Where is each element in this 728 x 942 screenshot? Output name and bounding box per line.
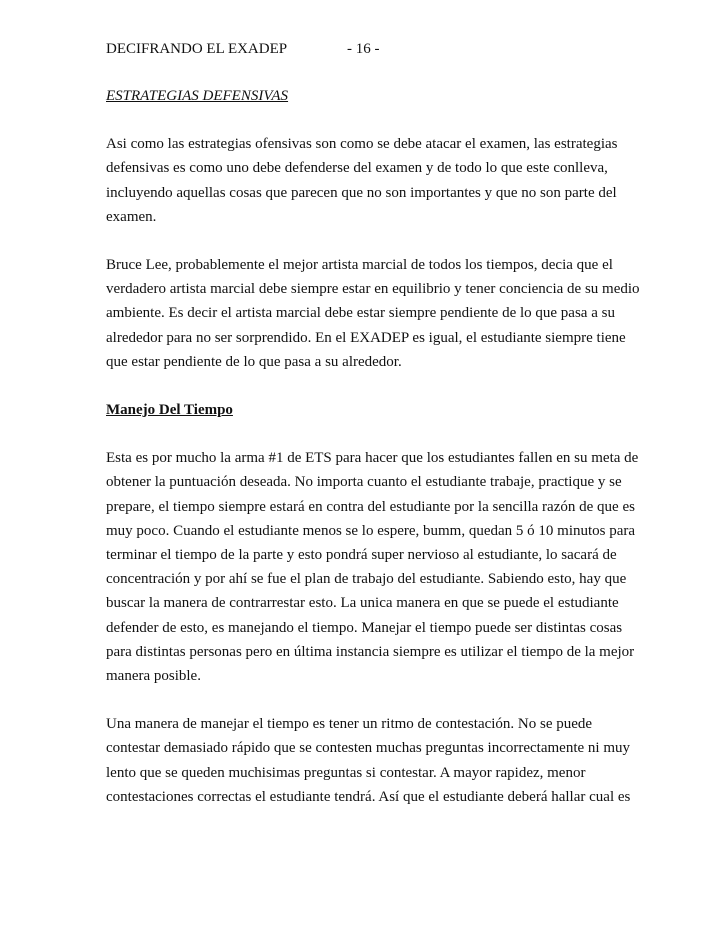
subheading: Manejo Del Tiempo <box>106 402 233 419</box>
paragraph <box>106 253 640 374</box>
paragraph <box>106 132 626 229</box>
paragraph-line: incluyendo aquellas cosas que parecen que no son importantes y que no son parte del <box>106 184 617 201</box>
paragraph-line: defender de esto, es manejando el tiempo. Manejar el tiempo puede ser distintas cosas <box>106 619 623 636</box>
paragraph-line: que estar pendiente de lo que pasa a su alrededor. <box>106 353 402 370</box>
paragraph-line: concentración y por ahí se fue el plan de trabajo del estudiante. Sabiendo esto, hay que <box>106 571 627 588</box>
paragraph-line: terminar el tiempo de la parte y esto pondrá super nervioso al estudiante, lo sacará de <box>106 547 617 564</box>
paragraph-line: Asi como las estrategias ofensivas son como se debe atacar el examen, las estrategias <box>106 136 618 153</box>
paragraph <box>106 446 639 688</box>
paragraph-line: Bruce Lee, probablemente el mejor artista marcial de todos los tiempos, decia que el <box>106 257 613 274</box>
paragraph-line: buscar la manera de contrarrestar esto. La unica manera en que se puede el estudiante <box>106 595 619 612</box>
paragraph-line: defensivas es como uno debe defenderse del examen y de todo lo que este conlleva, <box>106 160 608 177</box>
paragraph-line: alrededor para no ser sorprendido. En el EXADEP es igual, el estudiante siempre tiene <box>106 329 626 346</box>
paragraph-line: muy poco. Cuando el estudiante menos se lo espere, bumm, quedan 5 ó 10 minutos para <box>106 522 636 539</box>
running-header-title: DECIFRANDO EL EXADEP <box>106 41 288 57</box>
paragraph-line: lento que se queden muchisimas preguntas si contestar. A mayor rapidez, menor <box>106 764 586 781</box>
page-number: - 16 - <box>347 41 380 57</box>
paragraph-line: obtener la puntuación deseada. No importa cuanto el estudiante trabaje, practique y se <box>106 474 622 491</box>
paragraph-line: Una manera de manejar el tiempo es tener un ritmo de contestación. No se puede <box>106 716 593 733</box>
section-title: ESTRATEGIAS DEFENSIVAS <box>106 88 289 104</box>
paragraph-line: ambiente. Es decir el artista marcial debe estar siempre pendiente de lo que pasa a su <box>106 305 615 322</box>
paragraph-line: prepare, el tiempo siempre estará en contra del estudiante por la sencilla razón de que es <box>106 498 635 515</box>
paragraph-line: para distintas personas pero en última instancia siempre es utilizar el tiempo de la mejor <box>106 643 635 660</box>
paragraph-line: examen. <box>106 208 157 225</box>
paragraph-line: manera posible. <box>106 668 201 685</box>
paragraph-line: contestaciones correctas el estudiante tendrá. Así que el estudiante deberá hallar cual es <box>106 788 631 805</box>
paragraph-line: verdadero artista marcial debe siempre estar en equilibrio y tener conciencia de su medio <box>106 281 640 298</box>
paragraph-line: contestar demasiado rápido que se contesten muchas preguntas incorrectamente ni muy <box>106 740 630 757</box>
paragraph-line: Esta es por mucho la arma #1 de ETS para hacer que los estudiantes fallen en su meta de <box>106 450 639 467</box>
page-body <box>106 84 640 833</box>
paragraph <box>106 712 631 809</box>
